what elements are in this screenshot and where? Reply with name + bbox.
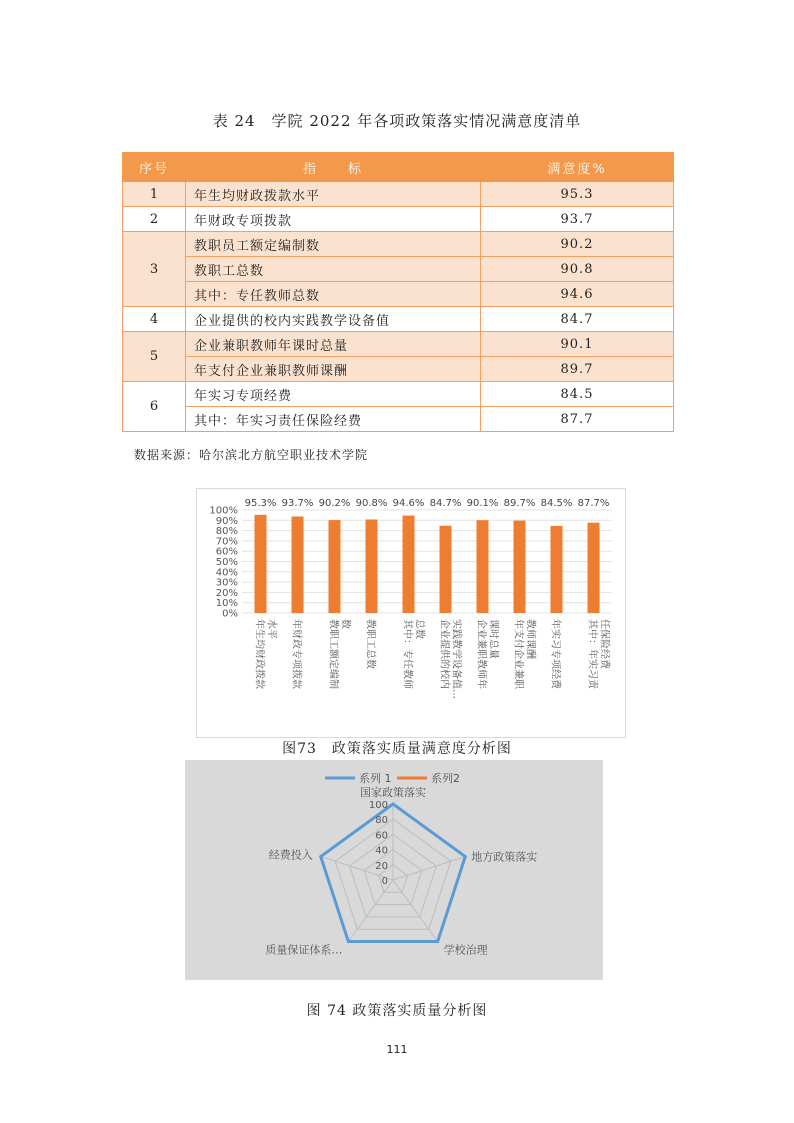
satisfaction-value: 84.7: [481, 307, 674, 332]
table-row: [123, 207, 674, 232]
satisfaction-bar-chart: [196, 488, 626, 738]
table-row: [123, 357, 674, 382]
data-label: 89.7%: [503, 498, 536, 509]
category-label-line: 教师课酬: [524, 619, 536, 659]
category-label-line: 年支付企业兼职: [512, 619, 524, 689]
category-label: [439, 619, 464, 699]
category-label: [550, 619, 563, 690]
row-index: 4: [123, 307, 186, 332]
data-label: 90.8%: [355, 498, 388, 509]
radar-axis-label: 国家政策落实: [360, 786, 426, 799]
indicator-name: 其中：专任教师总数: [186, 282, 481, 307]
radar-axis-label: 质量保证体系…: [265, 943, 343, 957]
data-label: 87.7%: [577, 498, 610, 509]
category-label-line: 企业提供的校内: [438, 619, 450, 689]
fig73-caption: 图73 政策落实质量满意度分析图: [282, 741, 512, 757]
indicator-name: 年生均财政拨款水平: [186, 182, 481, 207]
category-label-line: 其中：年实习责: [586, 619, 598, 689]
header-indicator: 指 标: [186, 153, 481, 182]
data-label: 95.3%: [244, 498, 277, 509]
satisfaction-value: 89.7: [481, 357, 674, 382]
table-row: [123, 232, 674, 257]
bar: [477, 520, 489, 613]
table-row: [123, 407, 674, 432]
header-satisfaction: 满意度%: [481, 153, 674, 182]
row-index: 1: [123, 182, 186, 207]
indicator-name: 年支付企业兼职教师课酬: [186, 357, 481, 382]
category-label: [365, 619, 378, 669]
data-label: 90.2%: [318, 498, 351, 509]
y-tick-label: 100%: [209, 505, 238, 517]
radar-tick-label: 40: [375, 845, 388, 857]
category-label-line: 数: [339, 619, 351, 629]
y-tick-label: 70%: [215, 536, 238, 548]
bar: [403, 516, 415, 613]
data-label: 84.5%: [540, 498, 573, 509]
category-label-line: 总数: [413, 619, 425, 639]
data-source: 数据来源：哈尔滨北方航空职业技术学院: [134, 448, 369, 462]
indicator-name: 教职工总数: [186, 257, 481, 282]
category-label-line: 年财政专项拨款: [290, 619, 302, 689]
indicator-name: 其中：年实习责任保险经费: [186, 407, 481, 432]
category-label-line: 其中：专任教师: [401, 619, 413, 689]
category-label-line: 任保险经费: [598, 619, 610, 669]
satisfaction-value: 90.8: [481, 257, 674, 282]
data-label: 90.1%: [466, 498, 499, 509]
bar: [588, 523, 600, 613]
satisfaction-value: 84.5: [481, 382, 674, 407]
data-label: 94.6%: [392, 498, 425, 509]
bar: [551, 526, 563, 613]
row-index: 3: [123, 232, 186, 307]
y-tick-label: 10%: [215, 598, 238, 610]
radar-tick-label: 100: [368, 800, 388, 811]
table-header-row: [123, 153, 674, 182]
category-label-line: 水平: [265, 619, 277, 639]
category-label-line: 教职工总数: [364, 619, 376, 669]
satisfaction-value: 90.2: [481, 232, 674, 257]
table-row: [123, 307, 674, 332]
fig74-caption: 图 74 政策落实质量分析图: [306, 1003, 488, 1019]
data-label: 93.7%: [281, 498, 314, 509]
legend-label: 系列 1: [359, 772, 392, 785]
bar: [292, 516, 304, 613]
indicator-name: 企业兼职教师年课时总量: [186, 332, 481, 357]
y-tick-label: 90%: [215, 515, 238, 527]
row-index: 5: [123, 332, 186, 382]
y-tick-label: 80%: [215, 526, 238, 538]
category-label: [291, 619, 304, 689]
page-number: 111: [386, 1043, 408, 1056]
category-label-line: 企业兼职教师年: [475, 619, 487, 689]
indicator-name: 年财政专项拨款: [186, 207, 481, 232]
satisfaction-value: 95.3: [481, 182, 674, 207]
category-label-line: 教职工额定编制: [327, 619, 339, 689]
radar-axis-label: 学校治理: [443, 943, 488, 957]
bar: [514, 521, 526, 613]
y-tick-label: 20%: [215, 587, 238, 599]
radar-tick-label: 80: [375, 815, 388, 827]
category-label-line: 课时总量: [487, 619, 499, 659]
legend-label: 系列2: [431, 772, 460, 785]
satisfaction-value: 87.7: [481, 407, 674, 432]
y-tick-label: 60%: [215, 546, 238, 558]
row-index: 2: [123, 207, 186, 232]
y-tick-label: 30%: [215, 577, 238, 589]
radar-tick-label: 20: [375, 860, 388, 872]
table-row: [123, 332, 674, 357]
table-row: [123, 257, 674, 282]
y-tick-label: 40%: [215, 567, 238, 579]
satisfaction-value: 90.1: [481, 332, 674, 357]
data-label: 84.7%: [429, 498, 462, 509]
category-label-line: 年生均财政拨款: [253, 619, 265, 689]
table-row: [123, 182, 674, 207]
policy-radar-chart: [185, 760, 603, 980]
bar: [440, 526, 452, 613]
indicator-name: 教职员工额定编制数: [186, 232, 481, 257]
table-row: [123, 282, 674, 307]
satisfaction-value: 93.7: [481, 207, 674, 232]
indicator-name: 年实习专项经费: [186, 382, 481, 407]
y-tick-label: 50%: [215, 557, 238, 568]
table-title: 表 24 学院 2022 年各项政策落实情况满意度清单: [212, 112, 582, 130]
radar-axis-label: 地方政策落实: [471, 850, 538, 864]
y-tick-label: 0%: [222, 608, 238, 620]
satisfaction-value: 94.6: [481, 282, 674, 307]
category-label-line: 实践教学设备值…: [450, 619, 462, 699]
header-index: 序号: [123, 153, 186, 182]
indicator-name: 企业提供的校内实践教学设备值: [186, 307, 481, 332]
category-label-line: 年实习专项经费: [549, 619, 561, 689]
policy-satisfaction-table: [122, 152, 674, 432]
radar-tick-label: 60: [375, 830, 388, 842]
radar-tick-label: 0: [381, 876, 388, 887]
radar-axis-label: 经费投入: [268, 848, 313, 862]
table-row: [123, 382, 674, 407]
row-index: 6: [123, 382, 186, 432]
bar: [329, 520, 341, 613]
bar: [255, 515, 267, 613]
bar: [366, 519, 378, 613]
